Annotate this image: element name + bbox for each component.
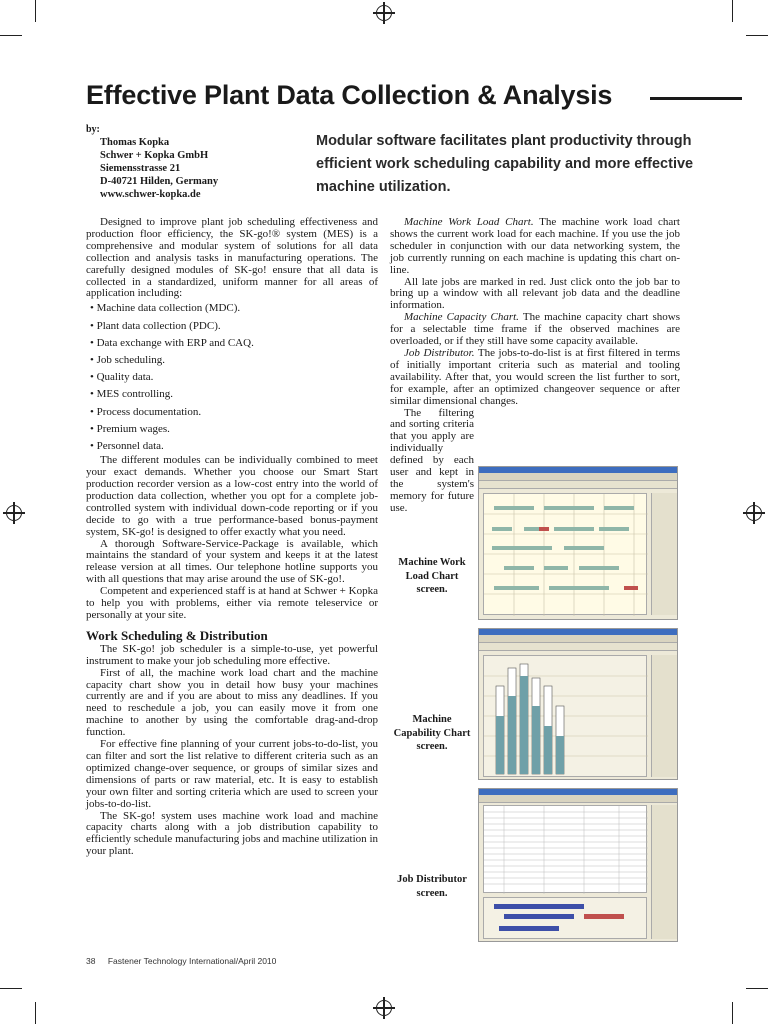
job-distributor-screenshot — [478, 788, 678, 942]
paragraph: The different modules can be individually combined to meet your exact demands. Whether you choose our Smart Start production recorder version as a low-cost entry into the world of production data collection, whether you opt for a complete job-controlled system with individual down-code reporting or if you decide to go with a true performance-based bonus-payment system, SK-go! is designed to offer exactly what you need. — [86, 454, 378, 538]
caption-work-load: Machine Work Load Chart screen. — [398, 557, 466, 595]
page-footer — [86, 956, 276, 966]
author-street: Siemensstrasse 21 — [100, 163, 181, 174]
author-block — [100, 136, 218, 201]
capacity-bars — [484, 656, 648, 778]
article-subtitle: Modular software facilitates plant productivity through efficient work scheduling capability and more effective machine utilization. — [316, 133, 694, 195]
article-title: Effective Plant Data Collection & Analysis — [86, 80, 613, 110]
author-company: Schwer + Kopka GmbH — [100, 150, 209, 161]
left-column — [86, 217, 378, 858]
capability-chart-screenshot — [478, 628, 678, 780]
paragraph: A thorough Software-Service-Package is available, which maintains the standard of your system and keeps it at the latest release version at all times. Our telephone hotline supports you with all questions that may arise around the use of SK-go!. — [86, 537, 378, 586]
job-bars — [484, 898, 648, 940]
term: Machine Work Load Chart. — [404, 216, 534, 228]
term: Job Distributor. — [404, 346, 475, 359]
paragraph-text: The jobs-to-do-list is at first filtered in terms of initially important criteria such as material and tooling availability. After that, you would screen the list further to sort, for example, after an optimized changeover sequence or after similar dimensional changes. — [390, 346, 680, 407]
paragraph: Designed to improve plant job scheduling effectiveness and production floor efficiency, the SK-go!® system (MES) is a comprehensive and modular system of solutions for all data collection and analysis tasks in manufacturing operations. The carefully designed modules of SK-go! ensure that all data is collected in a standardized, uniform manner for all areas of application including: — [86, 216, 378, 300]
page-number: 38 — [86, 956, 96, 966]
registration-mark-icon — [376, 5, 392, 21]
list-item: • Plant data collection (PDC). — [90, 319, 221, 332]
paragraph: The filtering and sorting criteria that you apply are individually defined by each user and kept in the system's memory for future use. — [390, 406, 474, 514]
list-item: • Job scheduling. — [90, 353, 166, 366]
crop-mark — [35, 1002, 36, 1024]
list-item: • Quality data. — [90, 371, 154, 384]
list-item: • Data exchange with ERP and CAQ. — [90, 336, 254, 349]
title-rule — [650, 97, 742, 100]
registration-mark-icon — [746, 505, 762, 521]
crop-mark — [732, 1002, 733, 1024]
paragraph: Competent and experienced staff is at hand at Schwer + Kopka to help you with problems, either via remote teleservice or personally at your site. — [86, 585, 378, 621]
author-name: Thomas Kopka — [100, 137, 170, 148]
crop-mark — [0, 988, 22, 989]
registration-mark-icon — [376, 1000, 392, 1016]
paragraph: The SK-go! job scheduler is a simple-to-use, yet powerful instrument to make your job scheduling more effective. — [86, 642, 378, 667]
paragraph: The SK-go! system uses machine work load and machine capacity charts along with a job distribution capability to efficiently schedule manufacturing jobs and machine utilization in your plant. — [86, 809, 378, 858]
crop-mark — [746, 35, 768, 36]
gantt-bars — [484, 494, 648, 616]
paragraph: All late jobs are marked in red. Just click onto the job bar to bring up a window with all relevant job data and the deadline information. — [390, 275, 680, 312]
paragraph — [390, 348, 680, 408]
application-list — [86, 300, 378, 455]
term: Machine Capacity Chart. — [404, 311, 519, 324]
job-list-table — [484, 806, 648, 894]
work-load-chart-screenshot — [478, 466, 678, 620]
registration-mark-icon — [6, 505, 22, 521]
paragraph: For effective fine planning of your current jobs-to-do-list, you can filter and sort the list relative to different criteria such as an optimized change-over sequence, or groups of similar sizes and dimensions of parts or raw material, etc. It is easy to establish your own filter and sorting criteria which are used to screen your jobs-to-do-list. — [86, 738, 378, 810]
caption-capability: Machine Capability Chart screen. — [393, 714, 471, 752]
caption-job-distributor: Job Distributor screen. — [397, 874, 467, 899]
section-heading: Work Scheduling & Distribution — [86, 627, 268, 643]
crop-mark — [732, 0, 733, 22]
list-item: • Machine data collection (MDC). — [90, 302, 241, 315]
author-city: D-40721 Hilden, Germany — [100, 176, 219, 187]
paragraph — [390, 312, 680, 348]
publication-name: Fastener Technology International/April 2010 — [107, 956, 277, 966]
crop-mark — [746, 988, 768, 989]
byline-label: by: — [86, 124, 100, 135]
list-item: • Process documentation. — [90, 405, 202, 418]
crop-mark — [0, 35, 22, 36]
crop-mark — [35, 0, 36, 22]
paragraph-text: The machine capacity chart shows for a selectable time frame if the observed machines are overloaded, or if they still have some capacity available. — [390, 311, 681, 348]
paragraph: First of all, the machine work load chart and the machine capacity chart show you in detail how busy your machines currently are and if you are about to miss any deadlines. If you need to reschedule a job, you can easily move it from one machine to another by using the comfortable drag-and-drop function. — [86, 666, 378, 739]
paragraph — [390, 217, 680, 277]
list-item: • Premium wages. — [90, 422, 170, 435]
list-item: • MES controlling. — [90, 388, 173, 401]
author-website[interactable]: www.schwer-kopka.de — [100, 189, 201, 200]
paragraph-text: The machine work load chart shows the current work load for each machine. If you use the job scheduler in conjunction with our data networking system, the job currently running on each machine is updating this chart on-line. — [390, 216, 680, 276]
list-item: • Personnel data. — [90, 439, 164, 452]
